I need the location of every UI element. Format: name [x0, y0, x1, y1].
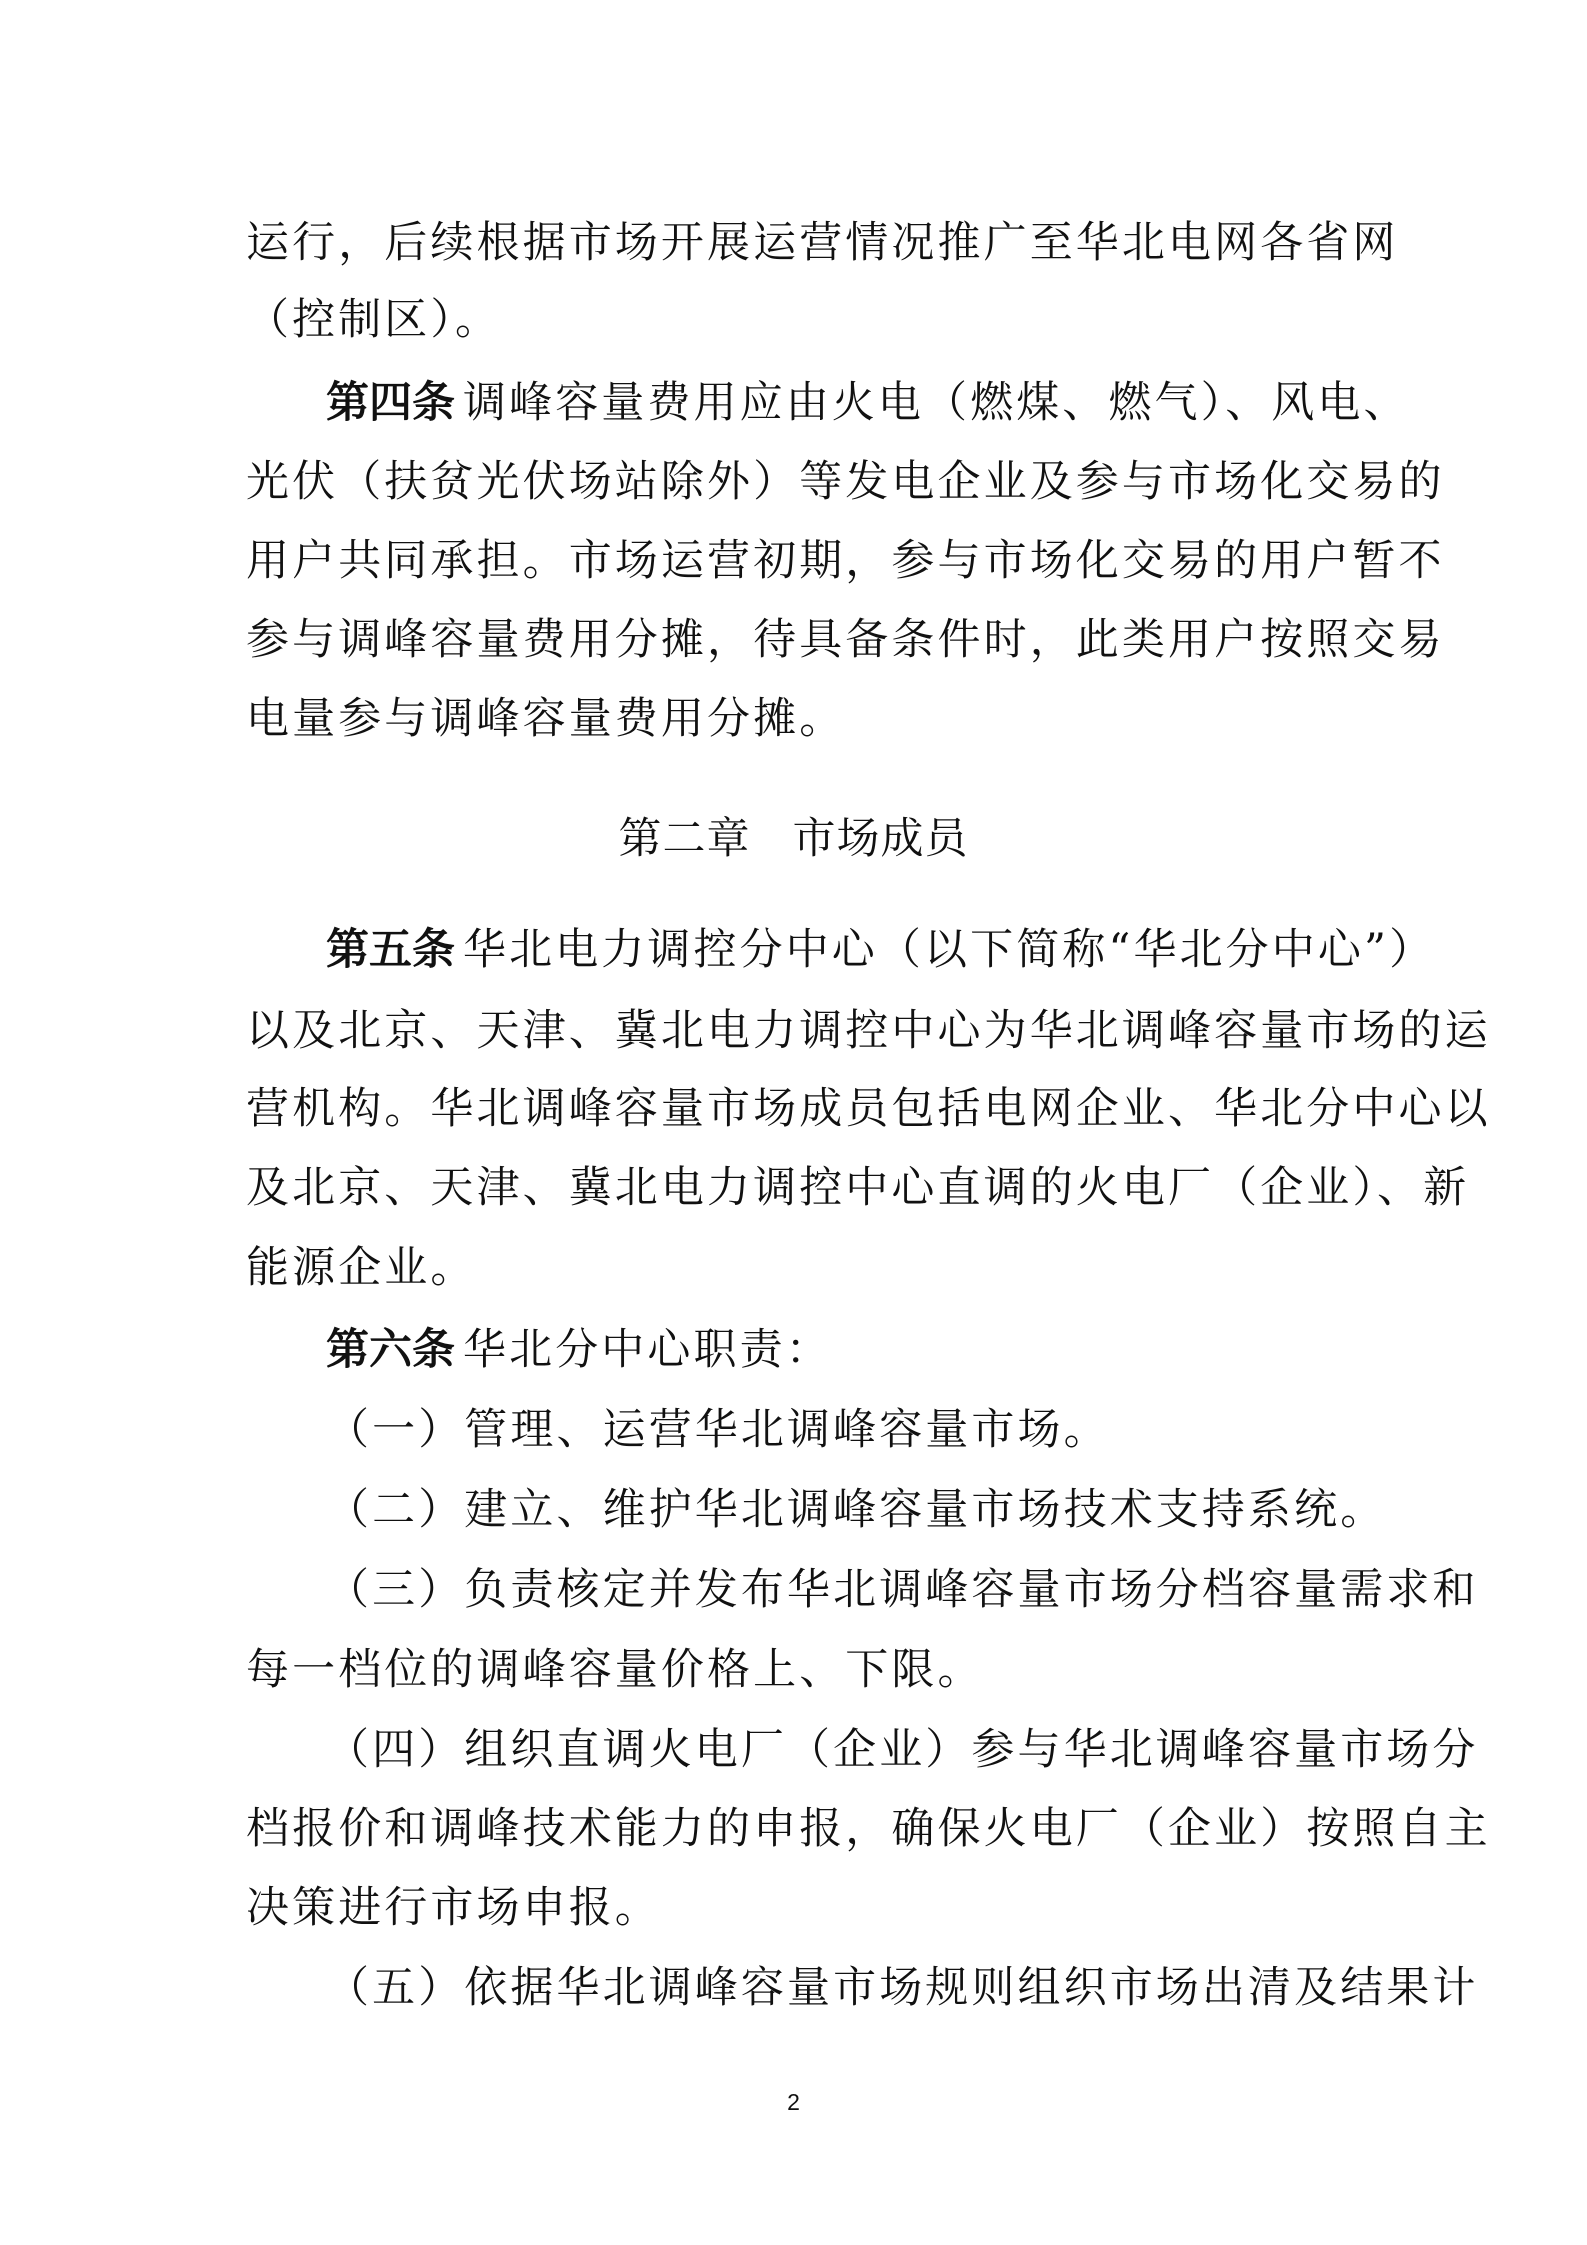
page-number: 2 — [787, 2089, 800, 2115]
list-item: （一）管理、运营华北调峰容量市场。 — [326, 1405, 1110, 1455]
text-line: 光伏（扶贫光伏场站除外）等发电企业及参与市场化交易的 — [246, 457, 1445, 507]
text-line: 及北京、天津、冀北电力调控中心直调的火电厂（企业）、新 — [246, 1163, 1470, 1213]
list-item: （二）建立、维护华北调峰容量市场技术支持系统。 — [326, 1485, 1387, 1535]
article-5-paragraph — [326, 920, 1436, 980]
text-line: 运行，后续根据市场开展运营情况推广至华北电网各省网 — [246, 218, 1399, 268]
article-6-paragraph — [326, 1320, 1356, 1380]
list-item: （五）依据华北调峰容量市场规则组织市场出清及结果计 — [326, 1963, 1479, 2013]
text-line: 以及北京、天津、冀北电力调控中心为华北调峰容量市场的运 — [246, 1006, 1491, 1056]
text-line: 华北电力调控分中心（以下简称“华北分中心”） — [463, 925, 1436, 975]
list-item: （四）组织直调火电厂（企业）参与华北调峰容量市场分 — [326, 1725, 1479, 1775]
text-line: 参与调峰容量费用分摊，待具备条件时，此类用户按照交易 — [246, 615, 1445, 665]
article-label: 第四条 — [326, 378, 455, 428]
text-line: 营机构。华北调峰容量市场成员包括电网企业、华北分中心以 — [246, 1084, 1491, 1134]
text-line: 电量参与调峰容量费用分摊。 — [246, 694, 846, 744]
chapter-number: 第二章 — [618, 814, 751, 864]
text-line: 档报价和调峰技术能力的申报，确保火电厂（企业）按照自主 — [246, 1804, 1491, 1854]
chapter-heading — [0, 809, 1587, 869]
text-line: 用户共同承担。市场运营初期，参与市场化交易的用户暂不 — [246, 536, 1445, 586]
list-item: （三）负责核定并发布华北调峰容量市场分档容量需求和 — [326, 1565, 1479, 1615]
text-line: 能源企业。 — [246, 1243, 477, 1293]
text-line: 决策进行市场申报。 — [246, 1883, 661, 1933]
article-4-paragraph — [326, 373, 1410, 433]
text-line: 调峰容量费用应由火电（燃煤、燃气）、风电、 — [463, 378, 1410, 428]
text-line: （控制区）。 — [246, 295, 502, 345]
text-line: 每一档位的调峰容量价格上、下限。 — [246, 1645, 984, 1695]
chapter-title: 市场成员 — [792, 814, 969, 864]
article-label: 第六条 — [326, 1325, 455, 1375]
article-label: 第五条 — [326, 925, 455, 975]
text-line: 华北分中心职责： — [463, 1325, 832, 1375]
